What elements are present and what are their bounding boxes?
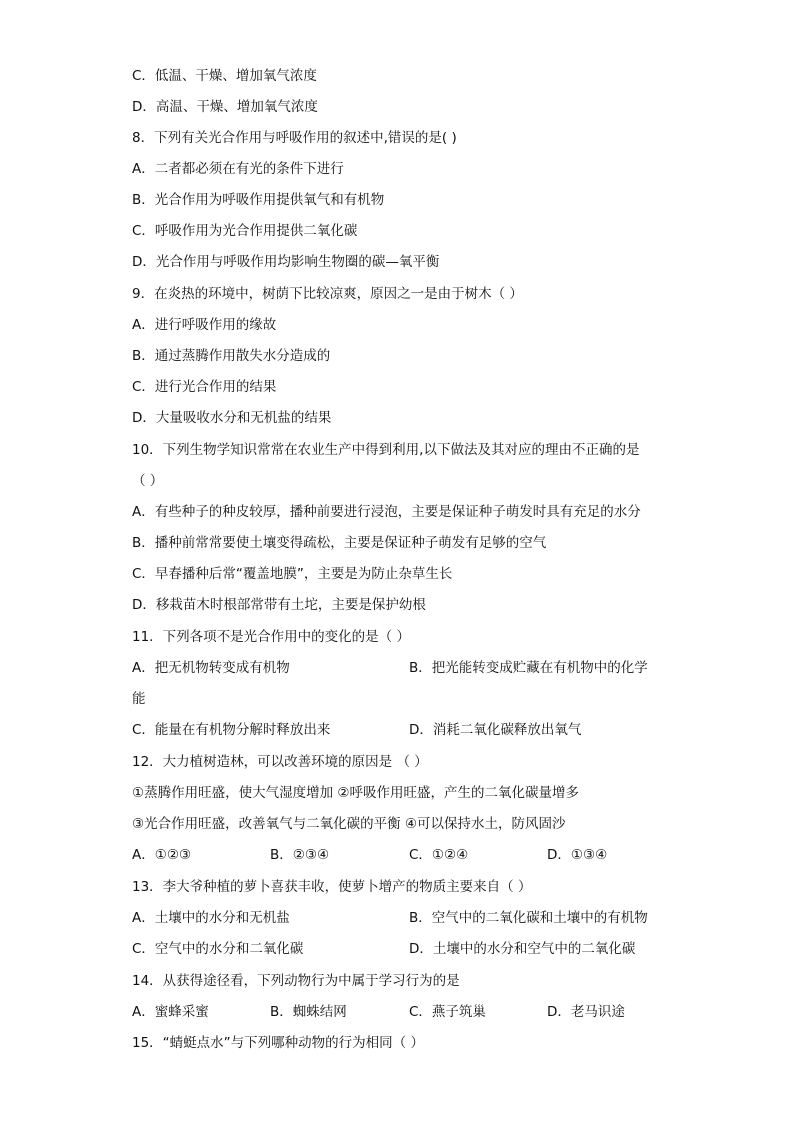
q8-option-b: B．光合作用为呼吸作用提供氧气和有机物	[132, 192, 385, 208]
q11-option-b: B．把光能转变成贮藏在有机物中的化学	[409, 660, 648, 676]
q10-option-d: D．移栽苗木时根部常带有土坨，主要是保护幼根	[132, 597, 426, 613]
q14-option-b: B．蜘蛛结网	[270, 1004, 347, 1020]
q8-option-c: C．呼吸作用为光合作用提供二氧化碳	[132, 223, 358, 239]
q8-stem: 8．下列有关光合作用与呼吸作用的叙述中,错误的是( )	[132, 130, 457, 146]
q14-option-c: C．燕子筑巢	[409, 1004, 486, 1020]
q9-option-b: B．通过蒸腾作用散失水分造成的	[132, 348, 331, 364]
q9-option-d: D．大量吸收水分和无机盐的结果	[132, 410, 332, 426]
q13-option-a: A．土壤中的水分和无机盐	[132, 910, 290, 926]
q8-option-a: A．二者都必须在有光的条件下进行	[132, 161, 344, 177]
q12-option-b: B．②③④	[270, 847, 330, 863]
q11-option-c: C．能量在有机物分解时释放出来	[132, 722, 331, 738]
q10-option-c: C．早春播种后常“覆盖地膜”，主要是为防止杂草生长	[132, 566, 453, 582]
q7-option-d: D．高温、干燥、增加氧气浓度	[132, 99, 318, 115]
q7-option-c: C．低温、干燥、增加氧气浓度	[132, 68, 317, 84]
q11-option-a: A．把无机物转变成有机物	[132, 660, 290, 676]
q9-option-c: C．进行光合作用的结果	[132, 379, 277, 395]
q10-option-b: B．播种前常常要使土壤变得疏松，主要是保证种子萌发有足够的空气	[132, 535, 547, 551]
q12-option-a: A．①②③	[132, 847, 192, 863]
q10-option-a: A．有些种子的种皮较厚，播种前要进行浸泡，主要是保证种子萌发时具有充足的水分	[132, 504, 641, 520]
q10-stem-line2: （ ）	[132, 473, 164, 489]
q13-option-c: C．空气中的水分和二氧化碳	[132, 941, 304, 957]
q12-statements-line2: ③光合作用旺盛，改善氧气与二氧化碳的平衡 ④可以保持水土，防风固沙	[132, 816, 566, 832]
q11-option-b-continued: 能	[132, 691, 146, 707]
q13-option-b: B．空气中的二氧化碳和土壤中的有机物	[409, 910, 648, 926]
q13-stem: 13．李大爷种植的萝卜喜获丰收，使萝卜增产的物质主要来自（ ）	[132, 879, 532, 895]
q8-option-d: D．光合作用与呼吸作用均影响生物圈的碳—氧平衡	[132, 254, 440, 270]
q15-stem: 15．“蜻蜓点水”与下列哪种动物的行为相同（ ）	[132, 1035, 424, 1051]
q12-stem: 12．大力植树造林，可以改善环境的原因是 （ ）	[132, 754, 428, 770]
q9-stem: 9．在炎热的环境中，树荫下比较凉爽，原因之一是由于树木（ ）	[132, 286, 523, 302]
q14-stem: 14．从获得途径看，下列动物行为中属于学习行为的是	[132, 973, 460, 989]
q14-option-d: D．老马识途	[547, 1004, 625, 1020]
q10-stem-line1: 10．下列生物学知识常常在农业生产中得到利用,以下做法及其对应的理由不正确的是	[132, 442, 640, 458]
q12-option-d: D．①③④	[547, 847, 608, 863]
q11-stem: 11．下列各项不是光合作用中的变化的是（ ）	[132, 629, 410, 645]
q14-option-a: A．蜜蜂采蜜	[132, 1004, 209, 1020]
q12-option-c: C．①②④	[409, 847, 469, 863]
q11-option-d: D．消耗二氧化碳释放出氧气	[409, 722, 582, 738]
q13-option-d: D．土壤中的水分和空气中的二氧化碳	[409, 941, 636, 957]
q9-option-a: A．进行呼吸作用的缘故	[132, 317, 277, 333]
q12-statements-line1: ①蒸腾作用旺盛，使大气湿度增加 ②呼吸作用旺盛，产生的二氧化碳量增多	[132, 785, 579, 801]
